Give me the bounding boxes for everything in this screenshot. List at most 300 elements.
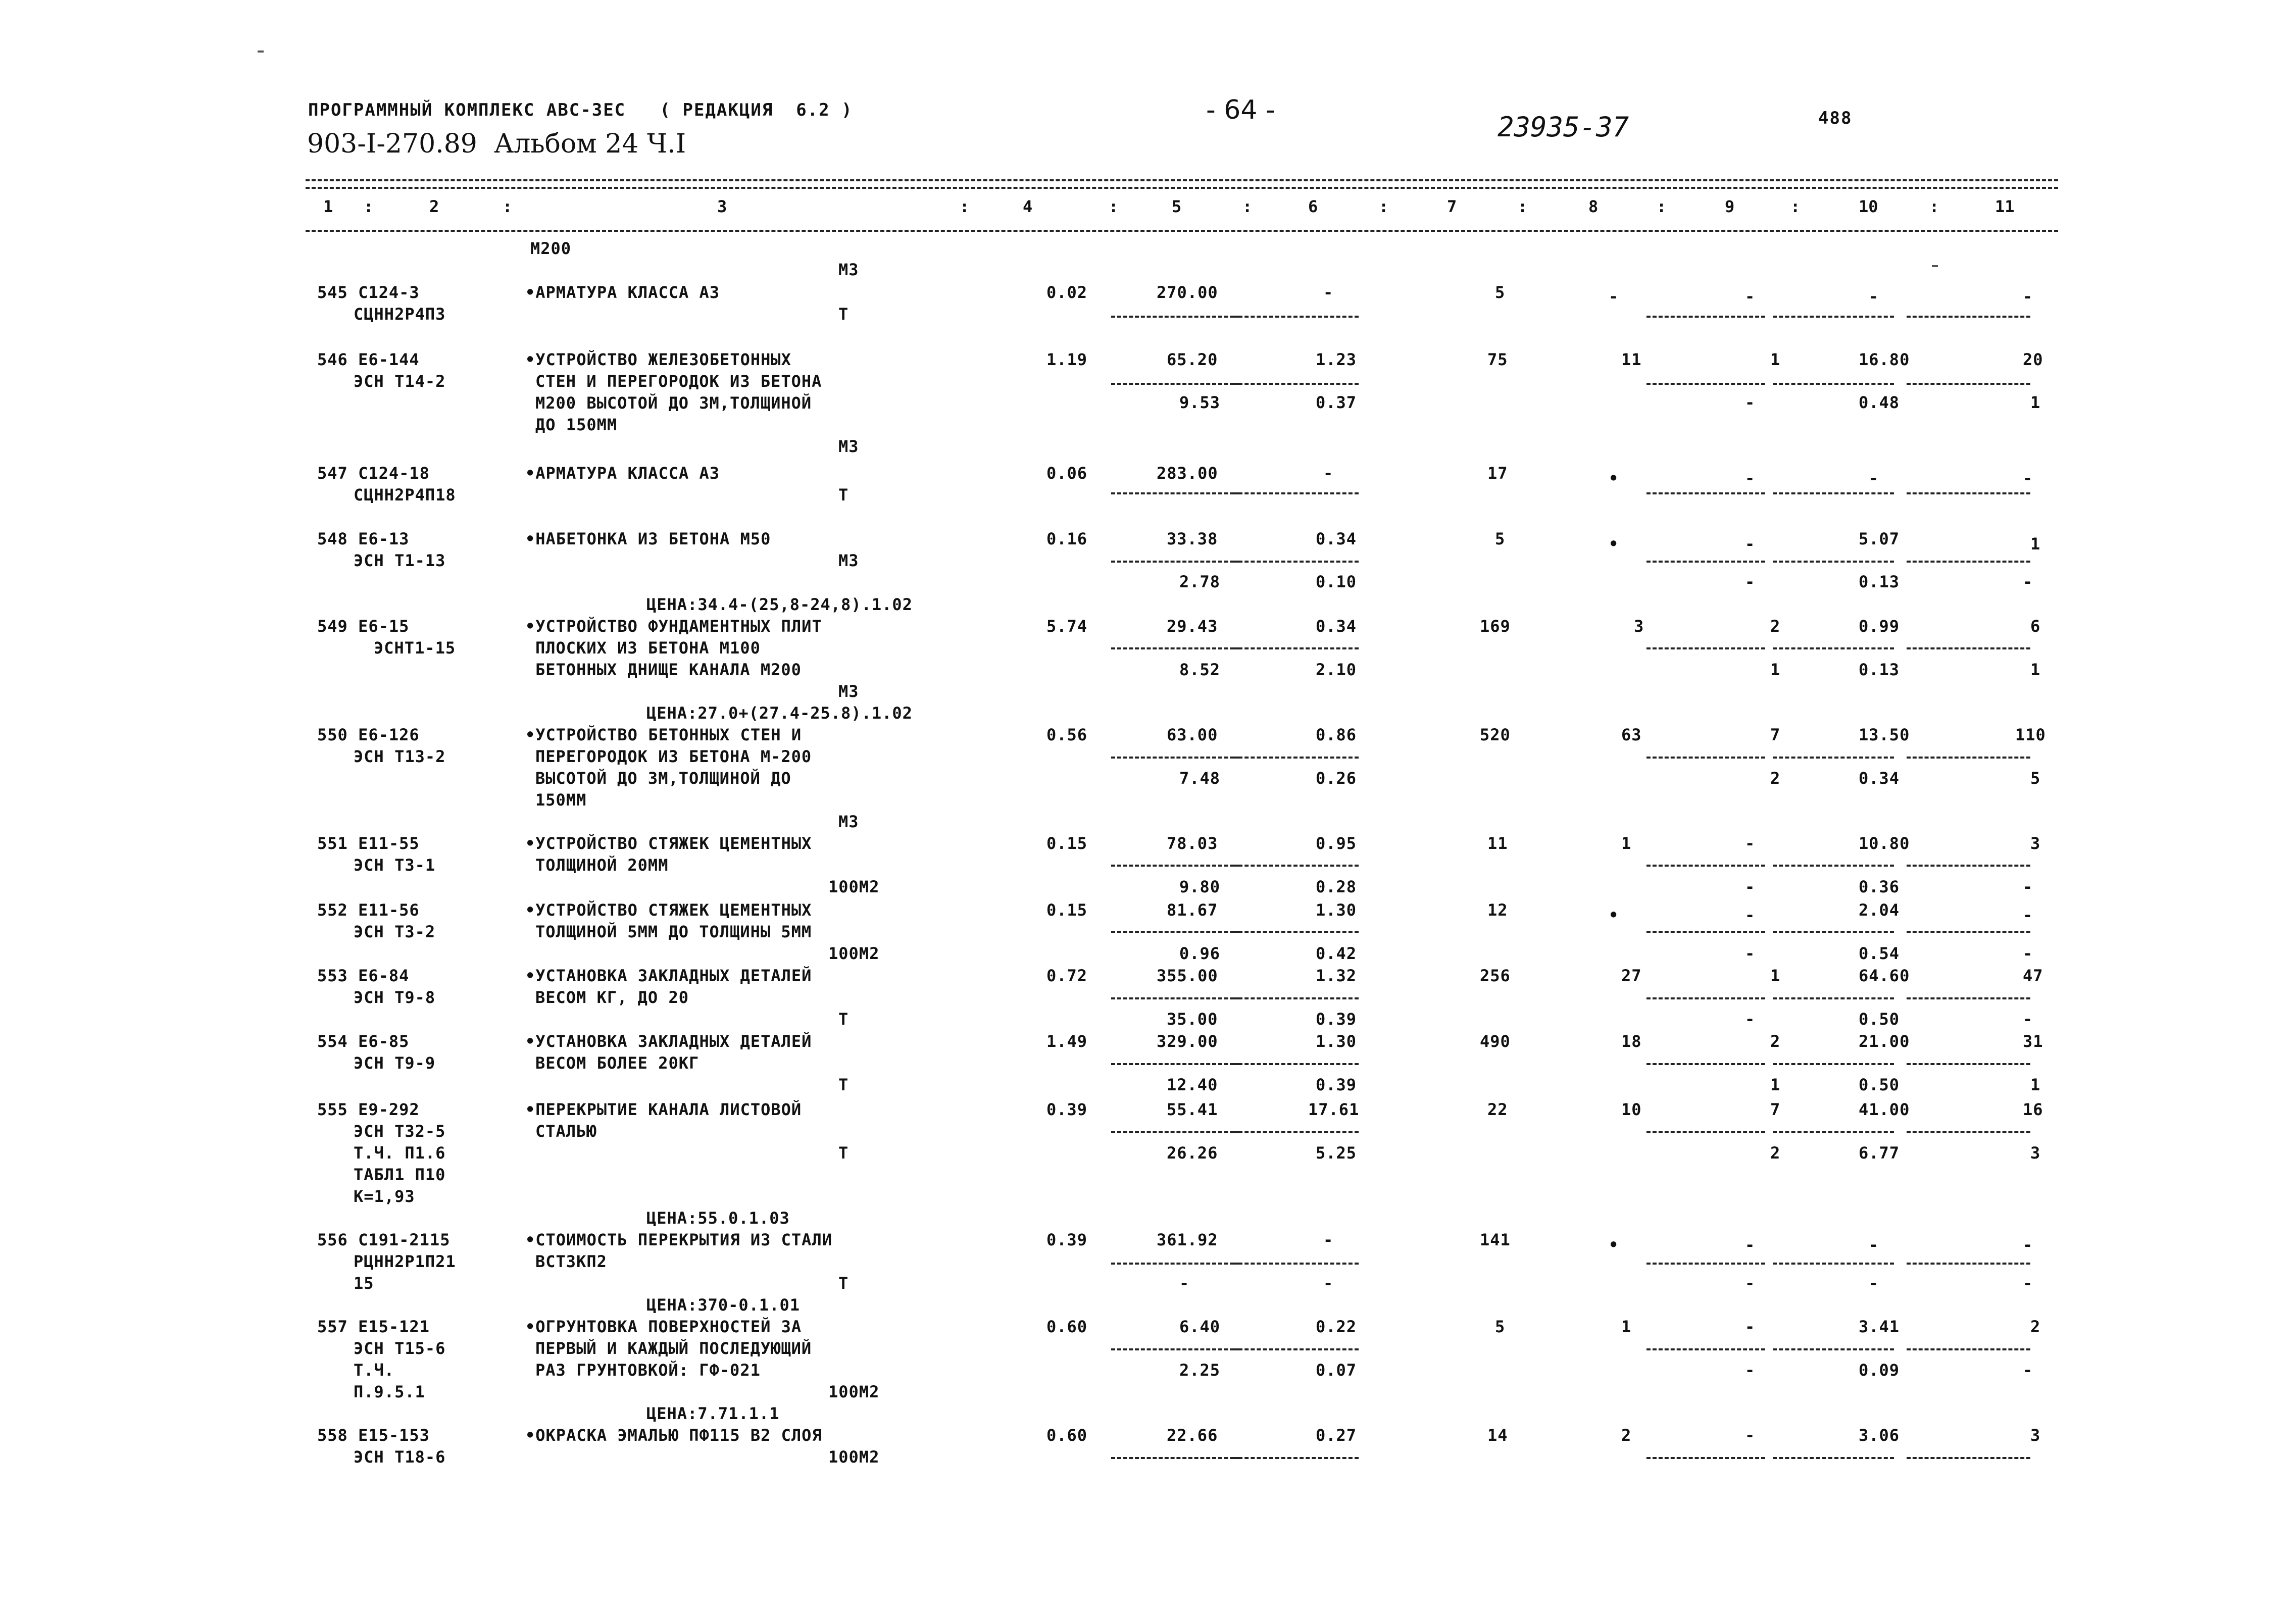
table-cell: •УСТРОЙСТВО СТЯЖЕК ЦЕМЕНТНЫХ bbox=[525, 900, 812, 920]
table-cell: 0.27 bbox=[1316, 1426, 1357, 1445]
table-cell: 0.99 bbox=[1859, 617, 1900, 636]
table-cell: 6 bbox=[2030, 617, 2041, 636]
table-cell: - bbox=[2023, 877, 2033, 896]
cell-divider bbox=[1646, 383, 1765, 385]
table-cell: 553 Е6-84 bbox=[317, 966, 410, 985]
table-cell: ЭСН Т13-2 bbox=[354, 747, 446, 766]
table-cell: •УСТАНОВКА ЗАКЛАДНЫХ ДЕТАЛЕЙ bbox=[525, 966, 812, 985]
table-cell: 9.53 bbox=[1179, 393, 1221, 412]
table-cell: 1 bbox=[1621, 1317, 1632, 1336]
table-cell: - bbox=[1869, 1235, 1879, 1254]
cell-divider bbox=[1907, 1131, 2030, 1133]
cell-divider bbox=[1646, 1457, 1765, 1459]
table-cell: 0.22 bbox=[1316, 1317, 1357, 1336]
column-separator: : bbox=[1657, 197, 1667, 216]
column-header-7: 7 bbox=[1447, 197, 1457, 216]
table-cell: К=1,93 bbox=[354, 1187, 415, 1206]
table-cell: 0.39 bbox=[1046, 1100, 1088, 1119]
table-cell: 81.67 bbox=[1167, 900, 1218, 920]
cell-divider bbox=[1232, 1263, 1359, 1265]
cell-divider bbox=[1773, 865, 1894, 867]
table-cell: 17 bbox=[1487, 464, 1508, 483]
table-cell: •СТОИМОСТЬ ПЕРЕКРЫТИЯ ИЗ СТАЛИ bbox=[525, 1230, 832, 1249]
column-separator: : bbox=[364, 197, 374, 216]
cell-divider bbox=[1111, 492, 1240, 494]
table-cell: М3 bbox=[838, 551, 859, 570]
table-cell: 329.00 bbox=[1157, 1032, 1218, 1051]
cell-divider bbox=[1111, 647, 1240, 649]
table-cell: 2 bbox=[1770, 1032, 1781, 1051]
cell-divider bbox=[1111, 1063, 1240, 1065]
table-cell: 29.43 bbox=[1167, 617, 1218, 636]
table-cell: 2.78 bbox=[1179, 572, 1221, 591]
table-cell: 7.48 bbox=[1179, 769, 1221, 788]
cell-divider bbox=[1773, 647, 1894, 649]
column-separator: : bbox=[1379, 197, 1389, 216]
cell-divider bbox=[1646, 561, 1765, 563]
cell-divider bbox=[1646, 316, 1765, 318]
table-cell: ЭСН Т9-8 bbox=[354, 988, 436, 1007]
table-cell: 355.00 bbox=[1157, 966, 1218, 985]
table-cell: 26.26 bbox=[1167, 1143, 1218, 1163]
table-cell: М200 ВЫСОТОЙ ДО 3М,ТОЛЩИНОЙ bbox=[535, 393, 812, 413]
table-cell: 0.02 bbox=[1046, 283, 1088, 302]
table-cell: 0.16 bbox=[1046, 529, 1088, 548]
table-cell: СТАЛЬЮ bbox=[535, 1122, 597, 1141]
table-cell: 14 bbox=[1487, 1426, 1508, 1445]
cell-divider bbox=[1907, 383, 2030, 385]
table-cell: 5 bbox=[1495, 1317, 1506, 1336]
table-cell: ЦЕНА:7.71.1.1 bbox=[646, 1404, 780, 1423]
table-cell: 1 bbox=[1770, 350, 1781, 369]
table-cell: 100М2 bbox=[828, 1382, 880, 1401]
column-header-8: 8 bbox=[1588, 197, 1599, 216]
table-cell: 0.56 bbox=[1046, 725, 1088, 744]
table-cell: ВЫСОТОЙ ДО 3М,ТОЛЩИНОЙ ДО bbox=[535, 769, 791, 788]
cell-divider bbox=[1773, 997, 1894, 999]
table-cell: - bbox=[1869, 1274, 1879, 1293]
table-cell: ЭСН Т3-2 bbox=[354, 922, 436, 941]
document-number: 23935-37 bbox=[1498, 111, 1629, 143]
cell-divider bbox=[1907, 561, 2030, 563]
table-cell: 0.28 bbox=[1316, 877, 1357, 896]
table-cell: 0.95 bbox=[1316, 834, 1357, 853]
cell-divider bbox=[1646, 997, 1765, 999]
table-cell: 5.25 bbox=[1316, 1143, 1357, 1163]
cell-divider bbox=[1111, 561, 1240, 563]
table-cell: - bbox=[1745, 534, 1756, 554]
cell-divider bbox=[1907, 931, 2030, 933]
cell-divider bbox=[1907, 1348, 2030, 1350]
cell-divider bbox=[1646, 1263, 1765, 1265]
table-cell: М3 bbox=[838, 260, 859, 279]
table-cell: 1 bbox=[1621, 834, 1632, 853]
table-cell: - bbox=[1745, 1010, 1756, 1029]
table-cell: 1.30 bbox=[1316, 900, 1357, 920]
table-cell: 22 bbox=[1487, 1100, 1508, 1119]
table-cell: •УСТАНОВКА ЗАКЛАДНЫХ ДЕТАЛЕЙ bbox=[525, 1032, 812, 1051]
table-cell: 15 bbox=[354, 1274, 374, 1293]
table-cell: 0.36 bbox=[1859, 877, 1900, 896]
table-cell: - bbox=[1323, 464, 1334, 483]
table-cell: - bbox=[1323, 283, 1334, 302]
table-cell: ЭСН Т15-6 bbox=[354, 1339, 446, 1358]
table-cell: 100М2 bbox=[828, 1447, 880, 1467]
table-cell: Т.Ч. bbox=[354, 1361, 395, 1380]
table-cell: ЦЕНА:55.0.1.03 bbox=[646, 1209, 790, 1228]
table-cell: 554 Е6-85 bbox=[317, 1032, 410, 1051]
cell-divider bbox=[1111, 865, 1240, 867]
table-cell: 3 bbox=[2030, 1143, 2041, 1163]
cell-divider bbox=[1907, 865, 2030, 867]
album-title: 903-I-270.89 Альбом 24 Ч.I bbox=[307, 129, 686, 159]
table-cell: 1 bbox=[1770, 660, 1781, 679]
table-cell: 100М2 bbox=[828, 877, 880, 896]
table-cell: ЭСН Т1-13 bbox=[354, 551, 446, 570]
table-cell: 65.20 bbox=[1167, 350, 1218, 369]
table-cell: - bbox=[1745, 1361, 1756, 1380]
cell-divider bbox=[1232, 931, 1359, 933]
cell-divider bbox=[1111, 997, 1240, 999]
cell-divider bbox=[1111, 1131, 1240, 1133]
table-cell: 3 bbox=[1634, 617, 1644, 636]
table-cell: 545 С124-3 bbox=[317, 283, 420, 302]
cell-divider bbox=[1646, 492, 1765, 494]
table-cell: 0.96 bbox=[1179, 944, 1221, 963]
table-cell: 16.80 bbox=[1859, 350, 1910, 369]
column-separator: : bbox=[1242, 197, 1253, 216]
table-cell: 10.80 bbox=[1859, 834, 1910, 853]
table-cell: •АРМАТУРА КЛАССА А3 bbox=[525, 283, 720, 302]
table-cell: - bbox=[1745, 393, 1756, 412]
table-cell: 35.00 bbox=[1167, 1010, 1218, 1029]
table-cell: 55.41 bbox=[1167, 1100, 1218, 1119]
table-cell: 546 Е6-144 bbox=[317, 350, 420, 369]
table-cell: 0.50 bbox=[1859, 1075, 1900, 1094]
table-cell: 11 bbox=[1621, 350, 1642, 369]
cell-divider bbox=[1646, 1063, 1765, 1065]
table-cell: • bbox=[1609, 905, 1619, 925]
table-cell: М3 bbox=[838, 437, 859, 456]
table-cell: ВЕСОМ КГ, ДО 20 bbox=[535, 988, 689, 1007]
table-cell: 0.06 bbox=[1046, 464, 1088, 483]
table-cell: Т bbox=[838, 1143, 849, 1163]
column-separator: : bbox=[1518, 197, 1528, 216]
table-cell: 0.37 bbox=[1316, 393, 1357, 412]
table-cell: - bbox=[1745, 572, 1756, 591]
column-header-11: 11 bbox=[1995, 197, 2015, 216]
table-cell: 1.19 bbox=[1046, 350, 1088, 369]
cell-divider bbox=[1907, 647, 2030, 649]
table-cell: 0.54 bbox=[1859, 944, 1900, 963]
table-cell: - bbox=[1745, 905, 1756, 925]
table-cell: • bbox=[1609, 469, 1619, 488]
table-cell: 7 bbox=[1770, 1100, 1781, 1119]
cell-divider bbox=[1111, 1348, 1240, 1350]
table-cell: 256 bbox=[1480, 966, 1511, 985]
table-cell: 2 bbox=[1770, 617, 1781, 636]
table-cell: 1 bbox=[2030, 1075, 2041, 1094]
table-cell: 0.39 bbox=[1316, 1010, 1357, 1029]
table-cell: - bbox=[2023, 287, 2033, 306]
table-cell: 75 bbox=[1487, 350, 1508, 369]
table-cell: ТОЛЩИНОЙ 20ММ bbox=[535, 856, 669, 875]
table-cell: СЦНН2Р4П18 bbox=[354, 485, 456, 505]
table-cell: - bbox=[2023, 572, 2033, 591]
table-cell: 9.80 bbox=[1179, 877, 1221, 896]
cell-divider bbox=[1773, 383, 1894, 385]
table-cell: 31 bbox=[2023, 1032, 2043, 1051]
cell-divider bbox=[1232, 997, 1359, 999]
table-cell: 490 bbox=[1480, 1032, 1511, 1051]
cell-divider bbox=[1232, 1131, 1359, 1133]
table-cell: ПЛОСКИХ ИЗ БЕТОНА М100 bbox=[535, 638, 761, 658]
table-cell: 0.34 bbox=[1316, 617, 1357, 636]
table-cell: РЦНН2Р1П21 bbox=[354, 1252, 456, 1271]
program-header: ПРОГРАММНЫЙ КОМПЛЕКС АВС-3ЕС ( РЕДАКЦИЯ 6.2 ) bbox=[308, 100, 853, 120]
table-cell: П.9.5.1 bbox=[354, 1382, 425, 1401]
table-cell: 41.00 bbox=[1859, 1100, 1910, 1119]
table-cell: ЭСН Т32-5 bbox=[354, 1122, 446, 1141]
cell-divider bbox=[1773, 757, 1894, 759]
table-cell: 47 bbox=[2023, 966, 2043, 985]
table-cell: - bbox=[1745, 944, 1756, 963]
column-header-1: 1 bbox=[323, 197, 333, 216]
table-cell: М3 bbox=[838, 812, 859, 831]
table-cell: 520 bbox=[1480, 725, 1511, 744]
table-cell: •ОКРАСКА ЭМАЛЬЮ ПФ115 В2 СЛОЯ bbox=[525, 1426, 822, 1445]
table-cell: 0.15 bbox=[1046, 834, 1088, 853]
table-cell: • bbox=[1609, 1235, 1619, 1254]
table-cell: 0.42 bbox=[1316, 944, 1357, 963]
cell-divider bbox=[1232, 1348, 1359, 1350]
table-cell: Т bbox=[838, 1010, 849, 1029]
column-separator: : bbox=[1929, 197, 1939, 216]
cell-divider bbox=[1646, 865, 1765, 867]
table-cell: 5.74 bbox=[1046, 617, 1088, 636]
table-cell: 3.06 bbox=[1859, 1426, 1900, 1445]
cell-divider bbox=[1773, 1131, 1894, 1133]
table-cell: 550 Е6-126 bbox=[317, 725, 420, 744]
table-cell: М3 bbox=[838, 682, 859, 701]
table-cell: 7 bbox=[1770, 725, 1781, 744]
cell-divider bbox=[1646, 931, 1765, 933]
table-cell: ЭСНТ1-15 bbox=[374, 638, 456, 658]
table-cell: ПЕРВЫЙ И КАЖДЫЙ ПОСЛЕДУЮЩИЙ bbox=[535, 1339, 812, 1358]
column-separator: : bbox=[1790, 197, 1801, 216]
column-separator: : bbox=[1109, 197, 1119, 216]
table-cell: 1.30 bbox=[1316, 1032, 1357, 1051]
table-cell: ЭСН Т3-1 bbox=[354, 856, 436, 875]
sheet-code: 488 bbox=[1818, 108, 1853, 128]
table-cell: 100М2 bbox=[828, 944, 880, 963]
cell-divider bbox=[1111, 383, 1240, 385]
scan-mark bbox=[1932, 265, 1938, 267]
column-separator: : bbox=[503, 197, 513, 216]
table-cell: 13.50 bbox=[1859, 725, 1910, 744]
table-cell: ЦЕНА:370-0.1.01 bbox=[646, 1295, 800, 1315]
table-cell: 2.25 bbox=[1179, 1361, 1221, 1380]
table-cell: 0.39 bbox=[1046, 1230, 1088, 1249]
cell-divider bbox=[1232, 757, 1359, 759]
cell-divider bbox=[1773, 931, 1894, 933]
table-cell: ЦЕНА:27.0+(27.4-25.8).1.02 bbox=[646, 703, 913, 723]
table-cell: 0.50 bbox=[1859, 1010, 1900, 1029]
table-cell: 63 bbox=[1621, 725, 1642, 744]
table-cell: 6.40 bbox=[1179, 1317, 1221, 1336]
table-cell: 1.32 bbox=[1316, 966, 1357, 985]
cell-divider bbox=[1773, 1348, 1894, 1350]
cell-divider bbox=[1907, 1457, 2030, 1459]
table-cell: ЭСН Т18-6 bbox=[354, 1447, 446, 1467]
cell-divider bbox=[1907, 1263, 2030, 1265]
table-cell: •ОГРУНТОВКА ПОВЕРХНОСТЕЙ ЗА bbox=[525, 1317, 802, 1336]
cell-divider bbox=[1646, 757, 1765, 759]
table-cell: ПЕРЕГОРОДОК ИЗ БЕТОНА М-200 bbox=[535, 747, 812, 766]
table-cell: •УСТРОЙСТВО ФУНДАМЕНТНЫХ ПЛИТ bbox=[525, 617, 822, 636]
table-cell: - bbox=[2023, 469, 2033, 488]
table-cell: 3.41 bbox=[1859, 1317, 1900, 1336]
table-cell: 11 bbox=[1487, 834, 1508, 853]
table-top-rule-2 bbox=[306, 187, 2058, 189]
cell-divider bbox=[1907, 316, 2030, 318]
table-cell: - bbox=[1745, 469, 1756, 488]
table-cell: - bbox=[1745, 287, 1756, 306]
cell-divider bbox=[1232, 316, 1359, 318]
table-cell: Т bbox=[838, 1274, 849, 1293]
table-cell: Т bbox=[838, 305, 849, 324]
table-cell: - bbox=[2023, 944, 2033, 963]
table-cell: 1 bbox=[2030, 534, 2041, 554]
table-cell: 548 Е6-13 bbox=[317, 529, 410, 548]
table-cell: Т bbox=[838, 1075, 849, 1094]
table-cell: 0.10 bbox=[1316, 572, 1357, 591]
table-cell: 33.38 bbox=[1167, 529, 1218, 548]
table-cell: •НАБЕТОНКА ИЗ БЕТОНА М50 bbox=[525, 529, 771, 548]
table-cell: •АРМАТУРА КЛАССА А3 bbox=[525, 464, 720, 483]
cell-divider bbox=[1907, 1063, 2030, 1065]
cell-divider bbox=[1773, 492, 1894, 494]
table-cell: 3 bbox=[2030, 834, 2041, 853]
table-cell: 2 bbox=[1770, 1143, 1781, 1163]
cell-divider bbox=[1111, 1457, 1240, 1459]
table-cell: 2.10 bbox=[1316, 660, 1357, 679]
column-separator: : bbox=[960, 197, 970, 216]
table-cell: 0.09 bbox=[1859, 1361, 1900, 1380]
table-cell: 549 Е6-15 bbox=[317, 617, 410, 636]
table-cell: - bbox=[2023, 1361, 2033, 1380]
cell-divider bbox=[1773, 561, 1894, 563]
table-cell: 3 bbox=[2030, 1426, 2041, 1445]
table-cell: 0.07 bbox=[1316, 1361, 1357, 1380]
table-top-rule bbox=[306, 179, 2058, 181]
table-cell: БЕТОННЫХ ДНИЩЕ КАНАЛА М200 bbox=[535, 660, 802, 679]
table-cell: 141 bbox=[1480, 1230, 1511, 1249]
table-cell: - bbox=[1745, 1235, 1756, 1254]
table-cell: 0.13 bbox=[1859, 660, 1900, 679]
column-header-6: 6 bbox=[1308, 197, 1318, 216]
table-cell: 547 С124-18 bbox=[317, 464, 430, 483]
table-cell: 2 bbox=[2030, 1317, 2041, 1336]
table-cell: 64.60 bbox=[1859, 966, 1910, 985]
table-cell: •ПЕРЕКРЫТИЕ КАНАЛА ЛИСТОВОЙ bbox=[525, 1100, 802, 1119]
table-cell: ВЕСОМ БОЛЕЕ 20КГ bbox=[535, 1053, 700, 1073]
table-cell: - bbox=[1745, 877, 1756, 896]
table-cell: 558 Е15-153 bbox=[317, 1426, 430, 1445]
cell-divider bbox=[1646, 1131, 1765, 1133]
cell-divider bbox=[1111, 316, 1240, 318]
cell-divider bbox=[1773, 1063, 1894, 1065]
table-cell: 2 bbox=[1621, 1426, 1632, 1445]
table-cell: - bbox=[1323, 1230, 1334, 1249]
table-cell: - bbox=[1745, 1274, 1756, 1293]
cell-divider bbox=[1773, 316, 1894, 318]
cell-divider bbox=[1111, 1263, 1240, 1265]
cell-divider bbox=[1907, 492, 2030, 494]
table-cell: 0.60 bbox=[1046, 1317, 1088, 1336]
column-header-9: 9 bbox=[1725, 197, 1735, 216]
table-cell: 1.49 bbox=[1046, 1032, 1088, 1051]
table-cell: 169 bbox=[1480, 617, 1511, 636]
table-cell: 78.03 bbox=[1167, 834, 1218, 853]
table-cell: ВСТ3КП2 bbox=[535, 1252, 607, 1271]
cell-divider bbox=[1773, 1457, 1894, 1459]
table-cell: - bbox=[2023, 905, 2033, 925]
table-cell: 18 bbox=[1621, 1032, 1642, 1051]
table-cell: 12 bbox=[1487, 900, 1508, 920]
table-cell: 1 bbox=[2030, 660, 2041, 679]
table-cell: - bbox=[1745, 1317, 1756, 1336]
table-cell: •УСТРОЙСТВО СТЯЖЕК ЦЕМЕНТНЫХ bbox=[525, 834, 812, 853]
cell-divider bbox=[1773, 1263, 1894, 1265]
table-cell: - bbox=[1609, 287, 1619, 306]
table-cell: 5 bbox=[1495, 529, 1506, 548]
table-cell: ЦЕНА:34.4-(25,8-24,8).1.02 bbox=[646, 595, 913, 614]
table-cell: 2.04 bbox=[1859, 900, 1900, 920]
table-cell: - bbox=[1869, 469, 1879, 488]
table-cell: 0.72 bbox=[1046, 966, 1088, 985]
table-cell: 0.34 bbox=[1859, 769, 1900, 788]
table-cell: • bbox=[1609, 534, 1619, 554]
column-header-10: 10 bbox=[1859, 197, 1878, 216]
table-cell: 110 bbox=[2015, 725, 2046, 744]
column-header-2: 2 bbox=[429, 197, 439, 216]
table-cell: 0.86 bbox=[1316, 725, 1357, 744]
cell-divider bbox=[1646, 647, 1765, 649]
table-cell: 2 bbox=[1770, 769, 1781, 788]
table-cell: 5 bbox=[1495, 283, 1506, 302]
table-cell: 63.00 bbox=[1167, 725, 1218, 744]
table-cell: 20 bbox=[2023, 350, 2043, 369]
table-cell: 555 Е9-292 bbox=[317, 1100, 420, 1119]
column-header-rule bbox=[306, 230, 2058, 232]
table-cell: •УСТРОЙСТВО ЖЕЛЕЗОБЕТОННЫХ bbox=[525, 350, 791, 369]
scan-mark bbox=[258, 51, 264, 53]
table-cell: 5.07 bbox=[1859, 529, 1900, 548]
table-cell: - bbox=[1869, 287, 1879, 306]
table-cell: 1 bbox=[1770, 966, 1781, 985]
cell-divider bbox=[1111, 757, 1240, 759]
table-cell: 0.34 bbox=[1316, 529, 1357, 548]
table-cell: 283.00 bbox=[1157, 464, 1218, 483]
table-cell: - bbox=[1745, 1426, 1756, 1445]
table-cell: Т bbox=[838, 485, 849, 505]
cell-divider bbox=[1232, 1063, 1359, 1065]
table-cell: М200 bbox=[530, 239, 572, 258]
cell-divider bbox=[1907, 997, 2030, 999]
table-cell: - bbox=[2023, 1010, 2033, 1029]
cell-divider bbox=[1232, 647, 1359, 649]
